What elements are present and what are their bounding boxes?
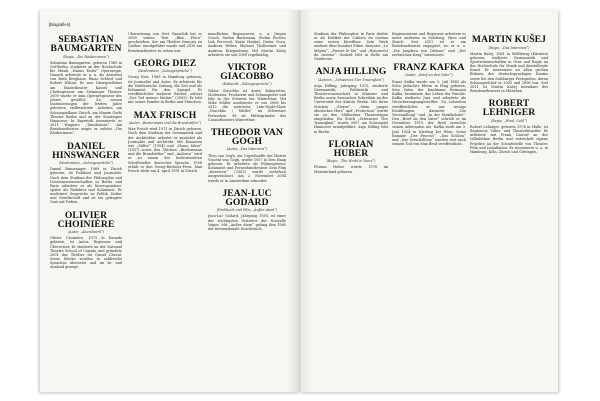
bio-text: Sebastian Baumgarten, geboren 1969 in Ost-Berlin, studierte an der Hochschule für Musik „Hanns Eisler“ Opernregie. Danach arbeitete er u. a. als Assistent von Ruth Berghaus, Einar Schleef und Robert Wilson. Er war Oberspielleiter am Staatstheater Kassel und Chefregisseur am Meininger Theater. 2009 wurde er zum Opernregisseur des Jahres gewählt. Zu seinen Inszenierungen der letzten Jahre gehörten vielbeachtete Arbeiten am Schauspielhaus Zürich, am Maxim Gorki Theater Berlin und an der Staatsoper Hannover. In Bayreuth inszenierte er 2011 Wagners „Tannhäuser“. Am Residenztheater zeigte er zuletzt „Die Räuberinnen“. [50, 60, 122, 136]
person-role: (Drehbuch und Film, „Außer Atem“) [216, 208, 278, 213]
person-role: (Moderation, „Salongespräche“) [58, 161, 114, 166]
bio-entry [208, 63, 286, 122]
person-name: GEORG DIEZ [133, 57, 197, 69]
person-role: (Regie, „Wind, Gold“) [491, 118, 527, 123]
person-role: (Moderation, „Salongespräche“) [137, 69, 193, 74]
person-role: (Regie, „The World is Yours“) [326, 159, 376, 164]
bio-text: Regieassistent und Regisseur arbeitete er unter anderem in Salzburg, Wien und Zürich. Seit 2011 ist er am Residenztheater engagiert, wo er u. a. „Die Jungfrau von Orléans“ und „Der zerbrochne Krug“ inszenierte. [392, 32, 466, 57]
bio-entry-continued [128, 32, 202, 53]
bio-text: Theo van Gogh, ein Urgroßneffe des Malers Vincent van Gogh, wurde 1957 in Den Haag geboren. Er arbeitete als Filmregisseur, Kolumnist und Fernsehmoderator. Sein Film „Interview“ (2003) wurde mehrfach ausgezeichnet. Am 2. November 2004 wurde er in Amsterdam ermordet. [208, 153, 286, 183]
person-name: ROBERT LEHNIGER [482, 98, 536, 119]
person-role: (Autor, „Abendwerk“) [67, 230, 105, 235]
person-name: JEAN-LUC GODARD [222, 187, 272, 208]
bio-text: Franz Kafka wurde am 3. Juli 1883 als Sohn jüdischer Eltern in Prag geboren. Sein Vater, der Kaufmann Hermann Kafka, bestimmte das Leben der Familie. Kafka studierte Jura und arbeitete als Versicherungsangestellter. Zu Lebzeiten veröffentlichte er nur wenige Erzählungen, darunter „Die Verwandlung“ und „In der Strafkolonie“. Den „Brief an den Vater“ schrieb er im November 1919, der Brief erreichte seinen Adressaten nie. Kafka starb am 3. Juni 1924 in Kierling bei Wien. Seine Romane „Der Process“, „Das Schloss“ und „Der Verschollene“ wurden erst nach seinem Tod von Max Brod veröffentlicht. [392, 79, 466, 146]
person-name: MARTIN KUŠEJ [471, 34, 547, 45]
bio-text: Florian Huber wurde 1978 im Münsterland geboren. [314, 165, 388, 174]
bio-text: Übersetzung von Gert Ganschik hat er 2009 seinen Text „Blue Pièce“ geschrieben, der am Théâtre français zu Québec uraufgeführt wurde und 2010 am Residenztheater zu sehen war. [128, 32, 202, 53]
person-name: FRANZ KAFKA [393, 61, 465, 73]
left-page [40, 10, 300, 392]
bio-entry-continued [208, 32, 286, 57]
person-name: THEODOR VAN GOGH [211, 126, 283, 147]
bio-entry [50, 211, 122, 270]
right-column-1 [314, 32, 388, 384]
bio-entry [50, 35, 122, 136]
bio-text: Max Frisch wird 1911 in Zürich geboren. Nach dem Studium der Germanistik und der Architektur arbeitet er zunächst als Journalist und Architekt. Mit Romanen wie „Stiller“ (1954) und „Homo faber“ (1957) sowie den Stücken „Biedermann und die Brandstifter“ und „Andorra“ wird er zu einem der bedeutendsten Schriftsteller deutscher Sprache. 1958 erhält er den Georg-Büchner-Preis. Max Frisch stirbt am 4. April 1991 in Zürich. [128, 127, 202, 173]
bio-entry [50, 142, 122, 205]
bio-entry [208, 128, 286, 183]
person-name: VIKTOR GIACOBBO [220, 61, 274, 82]
person-role: (Autor, „Biedermann und die Brandstifter“) [128, 121, 202, 126]
person-name: DANIEL HINSWANGER [52, 140, 120, 161]
bio-entry [470, 35, 548, 93]
bio-entry [392, 63, 466, 146]
person-role: (Regie, „Die Räuberinnen“) [63, 54, 109, 59]
bio-text: Martin Kušej, 1961 in Wolfsberg (Kärnten) geboren, studierte Germanistik und Sportwissenschaften in Graz und Regie an der Hochschule für Musik und darstellende Kunst. Er inszenierte an allen großen Bühnen des deutschsprachigen Raums sowie bei den Salzburger Festspielen, deren Schauspielchef er 2005 und 2006 war. Seit 2011 ist Martin Kušej Intendant des Residenztheaters in München. [470, 51, 548, 94]
person-role: (Autor, „Das Interview“) [226, 147, 268, 152]
bio-text: Robert Lehniger, geboren 1974 in Halle, ist Regisseur, Video- und Theaterkünstler. Er arbeitete mit Frank Castorf an der Volksbühne Berlin und entwickelt eigene Projekte an der Schnittstelle von Theater, Film und Installation. Er inszenierte u. a. in Hamburg, Köln, Zürich und Göttingen. [470, 124, 548, 154]
bio-text: Olivier Choinière, 1973 in Kanada geboren, ist Autor, Regisseur und Übersetzer. Er studierte an der National Theatre School of Canada und gründete 2001 das Théâtre du Grand Cheval. Seine Stücke wurden in zahlreiche Sprachen übersetzt und im In- und Ausland gezeigt. [50, 236, 122, 270]
person-name: OLIVIER CHOINIÈRE [57, 209, 115, 230]
bio-text: Georg Diez, 1969 in Hamburg geboren, ist Journalist und Autor. Er arbeitete für die Süddeutsche Zeitung, die Zeit und als Kolumnist für den Spiegel. Er veröffentlichte mehrere Bücher, zuletzt „Der Tod meiner Mutter“ (2009). Er lebt mit seiner Familie in Berlin und München. [128, 75, 202, 105]
section-label: [Biografien] [49, 22, 71, 27]
bio-text: Studium der Philosophie in Paris drehte er als Kritiker der Cahiers du cinéma seine ersten Kurzfilme. Sein Werk umfasst über hundert Filme, darunter „Le Mépris“, „Pierrot le fou“ und „Histoire(s) du cinéma“. Godard lebt in Rolle am Genfersee. [314, 32, 388, 61]
bio-entry [208, 189, 286, 231]
bio-entry [314, 67, 388, 134]
bio-text: Daniel Binswanger, 1969 in Zürich geboren, ist Publizist und Journalist. Nach dem Studium der Philosophie und Literaturwissenschaften in Berlin und Paris arbeitete er als Korrespondent, später als Redaktor und Kolumnist. Er moderiert Gespräche zu Politik, Kultur und Gesellschaft und ist ein gefragter Gast auf Podien. [50, 167, 122, 205]
person-role: (Autor, „Brief an den Vater“) [405, 73, 453, 78]
right-page [300, 10, 558, 392]
bio-entry [128, 111, 202, 173]
bio-entry-continued [314, 32, 388, 61]
bio-text: Anja Hilling, Jahrgang 1975, studierte Germanistik, Publizistik und Theaterwissenschaft in Münster und Berlin sowie Szenisches Schreiben an der Universität der Künste Berlin. Mit ihren Stücken „Sterne“, „Mein junges idiotisches Herz“ und „Protection“ wurde sie zu den Mülheimer Theatertagen eingeladen. Ihr Stück „Schwarzes Tier Traurigkeit“ wurde 2007 am Schauspiel Hannover uraufgeführt. Anja Hilling lebt in Berlin. [314, 83, 388, 134]
bio-text: Jean-Luc Godard, Jahrgang 1930, ist einer der wichtigsten Vertreter der Nouvelle Vague. Mit „Außer Atem“ gelang ihm 1960 der internationale Durchbruch. [208, 214, 286, 231]
person-name: SEBASTIAN BAUMGARTEN [50, 34, 122, 54]
left-column-3 [208, 32, 286, 384]
left-column-1 [50, 32, 122, 384]
bio-entry [128, 59, 202, 105]
person-role: (Regie, „Das Interview“) [488, 45, 530, 50]
person-name: ANJA HILLING [315, 66, 387, 78]
bio-text: mandlichen Regisseuren, u. a. Jürgen Gosch, Stefan Bachmann, Stefan Pucher, Luk Perceval, Karin Henkel, Dieter Dorn, Andreas Weber, Michael Thalheimer und Andreas Kriegenburg. Mit Martin Kušej arbeitete sie seit 2009 regelmäßig. [208, 32, 286, 57]
person-name: FLORIAN HUBER [328, 138, 374, 159]
person-role: (Kabarett, „Salongespräche“) [222, 82, 272, 87]
right-column-2 [392, 32, 466, 384]
right-column-3 [470, 32, 548, 384]
bio-entry [314, 140, 388, 174]
person-name: MAX FRISCH [133, 109, 197, 121]
person-role: (Autorin, „Schwarzes Tier Traurigkeit“) [317, 77, 385, 82]
bio-entry [470, 99, 548, 154]
bio-entry-continued [392, 32, 466, 57]
left-column-2 [128, 32, 202, 384]
bio-text: Viktor Giacobbo ist Autor, Kabarettist, Moderator, Produzent und Schauspieler und lebt in der Schweiz bei Winterthur. Mit Mike Müller moderierte er von 2008 bis 2012 die satirische Late-Night-Show „Giacobbo / Müller“ im Schweizer Fernsehen. Er ist Mitbegründer des Casinotheaters Winterthur. [208, 88, 286, 122]
